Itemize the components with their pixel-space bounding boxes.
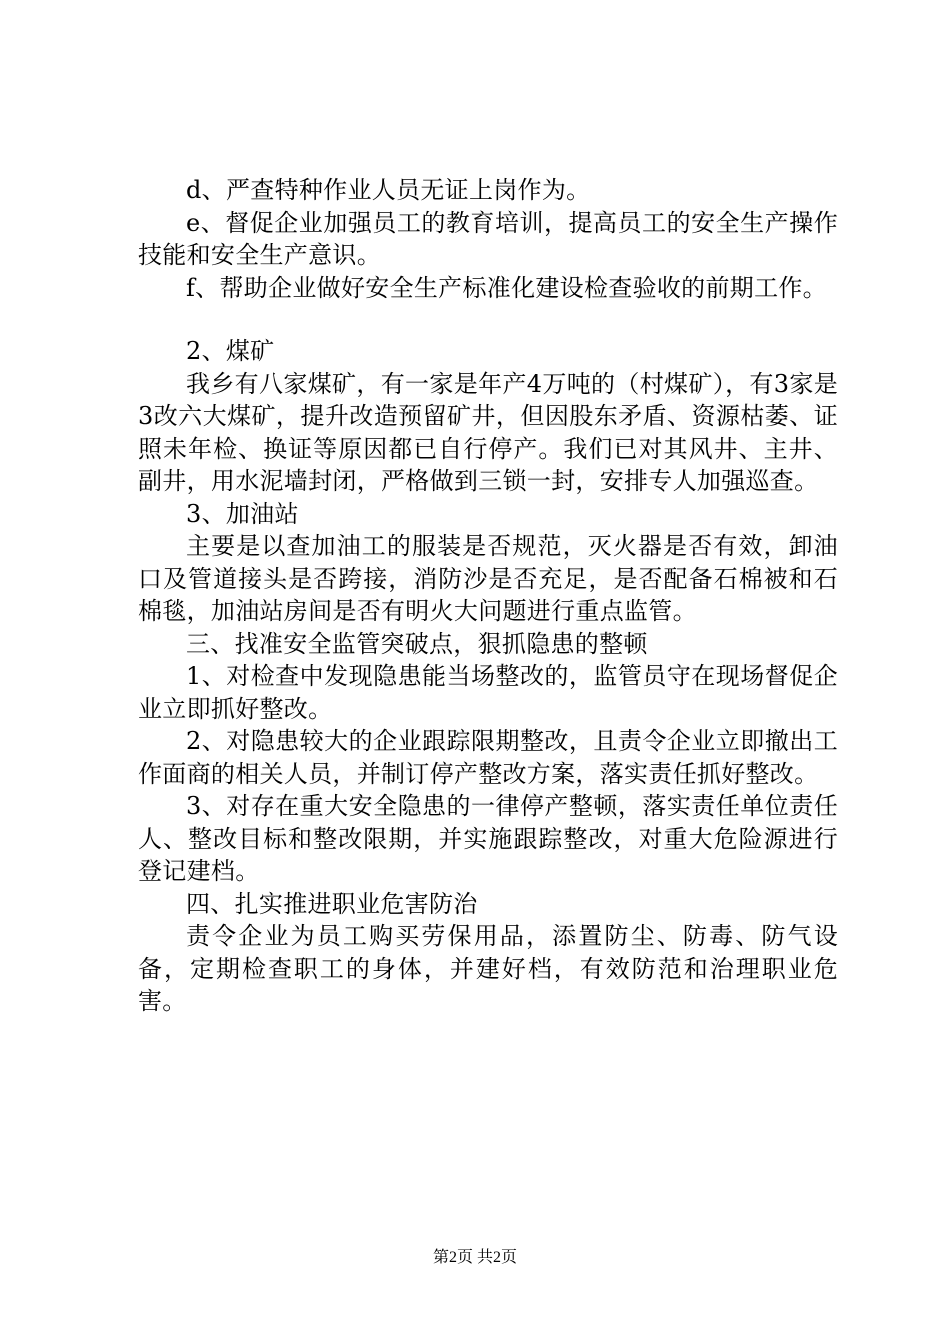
paragraph-item-3: 3、对存在重大安全隐患的一律停产整顿，落实责任单位责任人、整改目标和整改限期，并实施跟踪整改，对重大危险源进行登记建档。: [138, 792, 838, 885]
heading-section-four: 四、扎实推进职业危害防治: [186, 889, 478, 918]
paragraph-occupational-hazard: 责令企业为员工购买劳保用品，添置防尘、防毒、防气设备，定期检查职工的身体，并建好档，有效防范和治理职业危害。: [138, 922, 838, 1015]
document-body: [138, 174, 838, 1018]
paragraph-coal-mine: 我乡有八家煤矿，有一家是年产4万吨的（村煤矿），有3家是3改六大煤矿，提升改造预留矿井，但因股东矛盾、资源枯萎、证照未年检、换证等原因都已自行停产。我们已对其风井、主井、副井，用水泥墙封闭，严格做到三锁一封，安排专人加强巡查。: [138, 369, 838, 495]
paragraph-gas-station: 主要是以查加油工的服装是否规范，灭火器是否有效，卸油口及管道接头是否跨接，消防沙是否充足，是否配备石棉被和石棉毯，加油站房间是否有明火大问题进行重点监管。: [138, 532, 838, 625]
page-number-footer: 第2页 共2页: [432, 1249, 517, 1266]
heading-section-three: 三、找准安全监管突破点，狠抓隐患的整顿: [186, 629, 648, 658]
heading-coal-mine: 2、煤矿: [186, 337, 275, 365]
paragraph-item-1: 1、对检查中发现隐患能当场整改的，监管员守在现场督促企业立即抓好整改。: [138, 662, 838, 723]
heading-gas-station: 3、加油站: [186, 499, 299, 528]
paragraph-item-2: 2、对隐患较大的企业跟踪限期整改，且责令企业立即撤出工作面商的相关人员，并制订停产整改方案，落实责任抓好整改。: [138, 727, 838, 788]
paragraph-e: e、督促企业加强员工的教育培训，提高员工的安全生产操作技能和安全生产意识。: [138, 208, 838, 269]
paragraph-f: f、帮助企业做好安全生产标准化建设检查验收的前期工作。: [186, 273, 827, 302]
paragraph-spacer: [138, 304, 838, 335]
paragraph-d: d、严查特种作业人员无证上岗作为。: [186, 176, 591, 204]
